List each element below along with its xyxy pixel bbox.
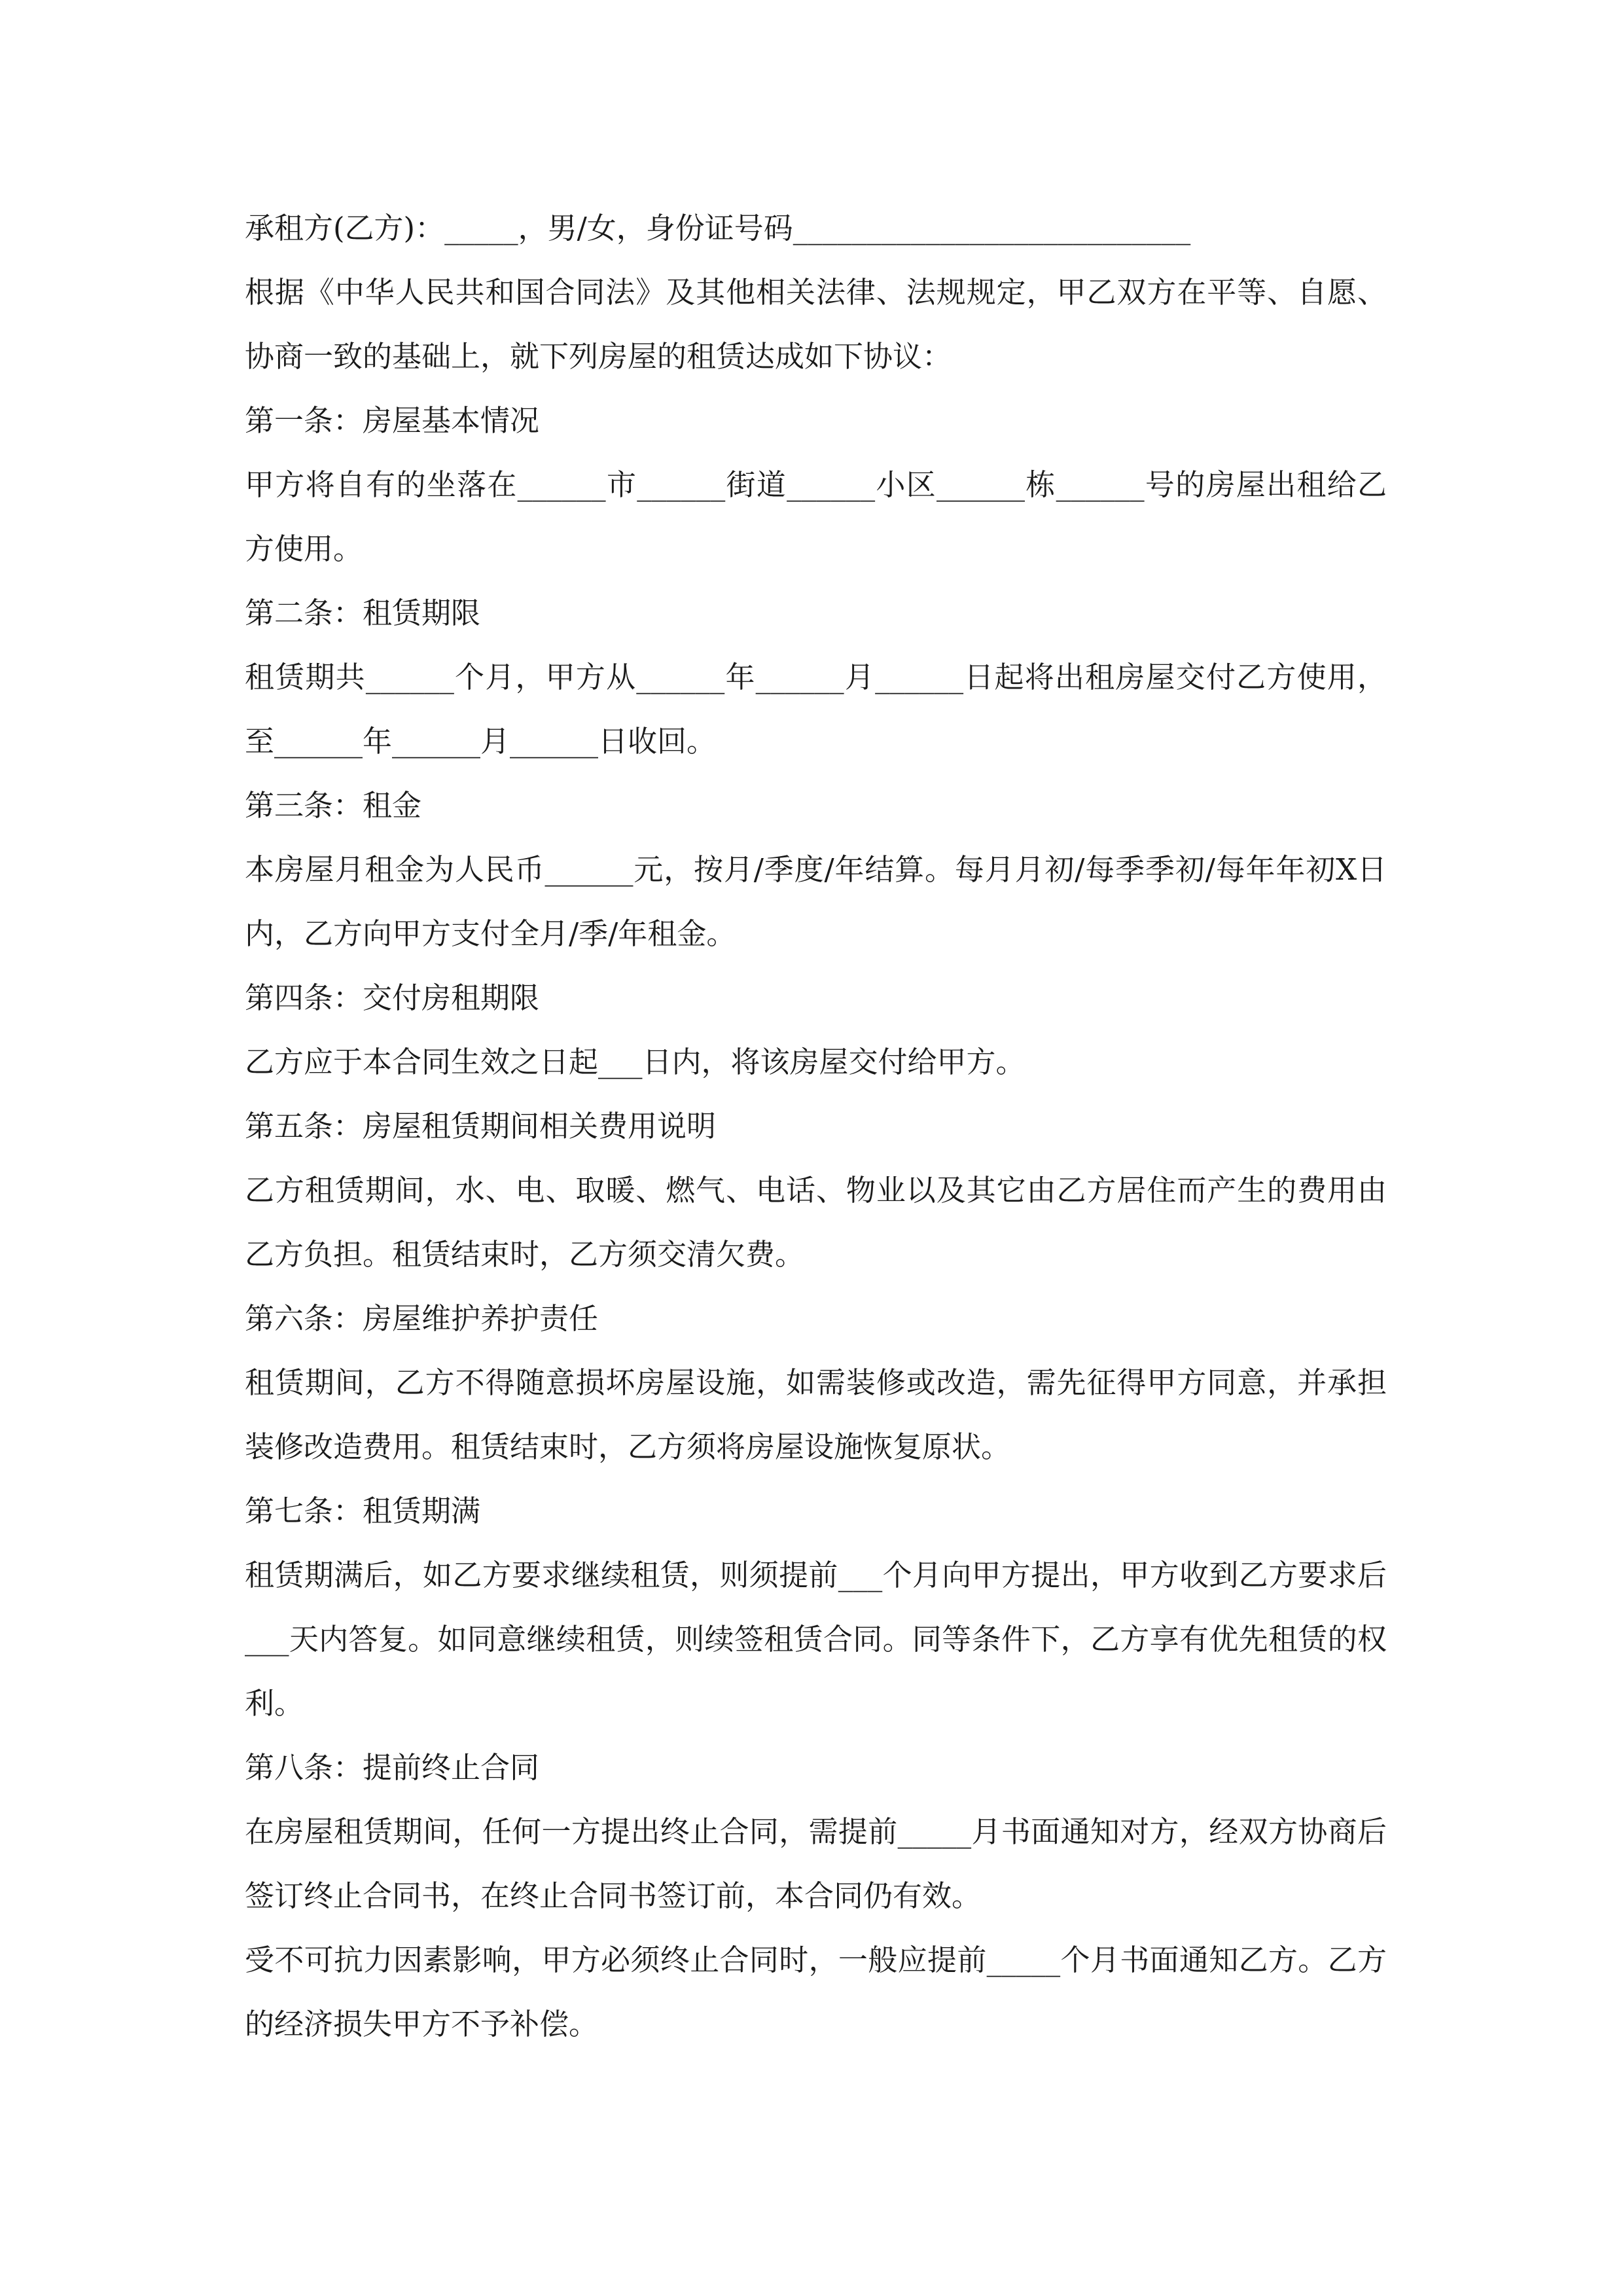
article-6-body: 租赁期间，乙方不得随意损坏房屋设施，如需装修或改造，需先征得甲方同意，并承担装修改造费用。租赁结束时，乙方须将房屋设施恢复原状。 <box>245 1365 1387 1464</box>
article-3-heading: 第三条：租金 <box>245 788 422 823</box>
article-8-heading: 第八条：提前终止合同 <box>245 1750 540 1785</box>
force-majeure-paragraph: 受不可抗力因素影响，甲方必须终止合同时，一般应提前_____个月书面通知乙方。乙方的经济损失甲方不予补偿。 <box>245 1943 1387 2041</box>
article-4-heading: 第四条：交付房租期限 <box>245 980 540 1015</box>
article-3-body: 本房屋月租金为人民币______元，按月/季度/年结算。每月月初/每季季初/每年年初X日内，乙方向甲方支付全月/季/年租金。 <box>245 852 1387 951</box>
article-7-heading: 第七条：租赁期满 <box>245 1494 481 1528</box>
article-5-body: 乙方租赁期间，水、电、取暖、燃气、电话、物业以及其它由乙方居住而产生的费用由乙方负担。租赁结束时，乙方须交清欠费。 <box>245 1173 1387 1272</box>
article-4-body: 乙方应于本合同生效之日起___日内，将该房屋交付给甲方。 <box>245 1045 1026 1079</box>
article-2-heading: 第二条：租赁期限 <box>245 596 481 630</box>
preamble-paragraph: 根据《中华人民共和国合同法》及其他相关法律、法规规定，甲乙双方在平等、自愿、协商一致的基础上，就下列房屋的租赁达成如下协议： <box>245 275 1387 374</box>
tenant-info-line: 承租方(乙方)：_____，男/女，身份证号码___________________________ <box>245 211 1191 245</box>
article-7-body: 租赁期满后，如乙方要求继续租赁，则须提前___个月向甲方提出，甲方收到乙方要求后___天内答复。如同意继续租赁，则续签租赁合同。同等条件下，乙方享有优先租赁的权利。 <box>245 1558 1387 1721</box>
article-1-heading: 第一条：房屋基本情况 <box>245 403 540 438</box>
article-5-heading: 第五条：房屋租赁期间相关费用说明 <box>245 1109 717 1143</box>
article-1-body: 甲方将自有的坐落在______市______街道______小区______栋______号的房屋出租给乙方使用。 <box>245 467 1387 566</box>
document-body <box>245 196 1387 2056</box>
article-8-body: 在房屋租赁期间，任何一方提出终止合同，需提前_____月书面通知对方，经双方协商后签订终止合同书，在终止合同书签订前，本合同仍有效。 <box>245 1814 1387 1913</box>
article-2-body: 租赁期共______个月，甲方从______年______月______日起将出租房屋交付乙方使用，至______年______月______日收回。 <box>245 660 1387 759</box>
article-6-heading: 第六条：房屋维护养护责任 <box>245 1301 599 1336</box>
